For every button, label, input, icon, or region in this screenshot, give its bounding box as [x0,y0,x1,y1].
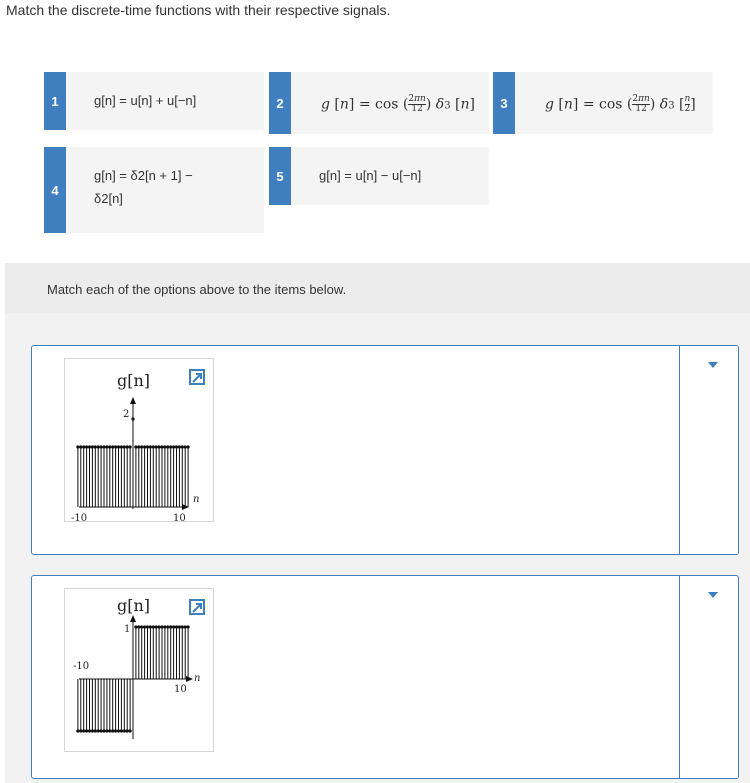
stem-marker [94,729,97,732]
stem-marker [91,445,94,448]
instructions: Match each of the options above to the items below. [47,282,347,297]
stem-marker [184,445,187,448]
stem-marker [143,625,146,628]
stem-marker [184,625,187,628]
stem-marker [88,729,91,732]
option-label: g [n] = cos ( $\frac{2\pi n}{12}$ ) δ3 [n] [321,94,475,114]
stem-marker [82,445,85,448]
stem-marker [172,625,175,628]
expand-icon[interactable] [189,369,205,385]
match-item-2 [31,575,739,779]
option-label: g[n] = u[n] − u[−n] [319,168,422,183]
stem-marker [137,625,140,628]
stem-marker [158,625,161,628]
x-axis-label: n [194,673,201,684]
x-tick-max: 10 [173,513,186,521]
x-tick-min: -10 [73,661,90,672]
stem-marker [146,625,149,628]
stem-marker [126,445,129,448]
stem-marker [108,445,111,448]
stem-marker [181,625,184,628]
stem-marker [97,445,100,448]
option-4[interactable] [44,147,264,233]
stem-marker [97,729,100,732]
stem-marker [108,729,111,732]
match-item-1 [31,345,739,555]
stem-marker [158,445,161,448]
stem-marker [79,445,82,448]
stem-marker [149,625,152,628]
x-tick-max: 10 [174,684,187,695]
stem-marker [111,729,114,732]
stem-marker [155,625,158,628]
stem-marker [140,625,143,628]
stem-marker [85,445,88,448]
stem-marker [152,445,155,448]
chevron-down-icon[interactable] [708,592,718,598]
stem-marker [114,729,117,732]
y-tick-label: 1 [124,624,131,635]
option-number: 1 [44,72,66,130]
y-axis-arrow [130,615,136,622]
stem-marker [187,625,190,628]
stem-marker [100,729,103,732]
stem-marker [134,625,137,628]
stem-marker [94,445,97,448]
stem-marker [181,445,184,448]
option-number: 2 [269,72,291,134]
stem-marker [178,445,181,448]
stem-marker [163,625,166,628]
stem-marker [123,729,126,732]
y-axis-label: g[n] [117,371,151,390]
option-label-line1: g[n] = δ2[n + 1] − [94,168,193,183]
stem-marker [82,729,85,732]
option-2[interactable] [269,72,489,134]
stem-marker [175,445,178,448]
option-number: 4 [44,147,66,233]
stem-marker [166,445,169,448]
stem-marker [120,445,123,448]
stem-samples [76,417,189,507]
stem-marker [100,445,103,448]
stem-marker [137,445,140,448]
option-label: g [n] = cos ( $\frac{2\pi n}{12}$ ) δ3 [ $\frac{n}{2}$ ] [545,94,696,114]
stem-marker [85,729,88,732]
option-number: 5 [269,147,291,205]
stem-marker [117,445,120,448]
stem-marker [175,625,178,628]
x-axis-arrow [186,676,193,682]
stem-marker [172,445,175,448]
option-3[interactable] [493,72,713,134]
stem-marker [163,445,166,448]
stem-marker [102,445,105,448]
stem-marker [160,625,163,628]
option-number: 3 [493,72,515,134]
stem-marker [169,625,172,628]
y-tick-label: 2 [123,409,130,420]
stem-marker [131,417,134,420]
stem-marker [169,445,172,448]
option-5[interactable] [269,147,489,205]
chevron-down-icon[interactable] [708,362,718,368]
y-axis-label: g[n] [117,596,151,615]
x-tick-min: -10 [71,513,88,521]
stem-marker [140,445,143,448]
stem-marker [105,445,108,448]
stem-marker [152,625,155,628]
stem-marker [91,729,94,732]
signal-thumbnail[interactable] [64,358,214,522]
stem-marker [149,445,152,448]
stem-marker [117,729,120,732]
stem-marker [126,729,129,732]
stem-marker [88,445,91,448]
option-1[interactable] [44,72,264,130]
stem-marker [155,445,158,448]
stem-marker [187,445,190,448]
stem-marker [76,445,79,448]
option-label-line2: δ2[n] [94,191,123,206]
stem-marker [120,729,123,732]
stem-marker [160,445,163,448]
signal-thumbnail[interactable] [64,588,214,752]
expand-icon[interactable] [189,599,205,615]
stem-marker [129,729,132,732]
option-label: g[n] = u[n] + u[−n] [94,93,197,108]
stem-marker [166,625,169,628]
stem-marker [111,445,114,448]
stem-marker [123,445,126,448]
question-prompt: Match the discrete-time functions with their respective signals. [6,2,391,18]
answer-dropdown[interactable] [680,576,738,778]
stem-marker [134,445,137,448]
stem-marker [146,445,149,448]
stem-marker [79,729,82,732]
y-axis-arrow [130,397,136,404]
stem-marker [76,729,79,732]
stem-marker [105,729,108,732]
stem-marker [102,729,105,732]
x-axis-label: n [193,494,200,505]
stem-marker [114,445,117,448]
answer-dropdown[interactable] [680,346,738,554]
stem-marker [143,445,146,448]
stem-marker [178,625,181,628]
stem-marker [129,445,132,448]
